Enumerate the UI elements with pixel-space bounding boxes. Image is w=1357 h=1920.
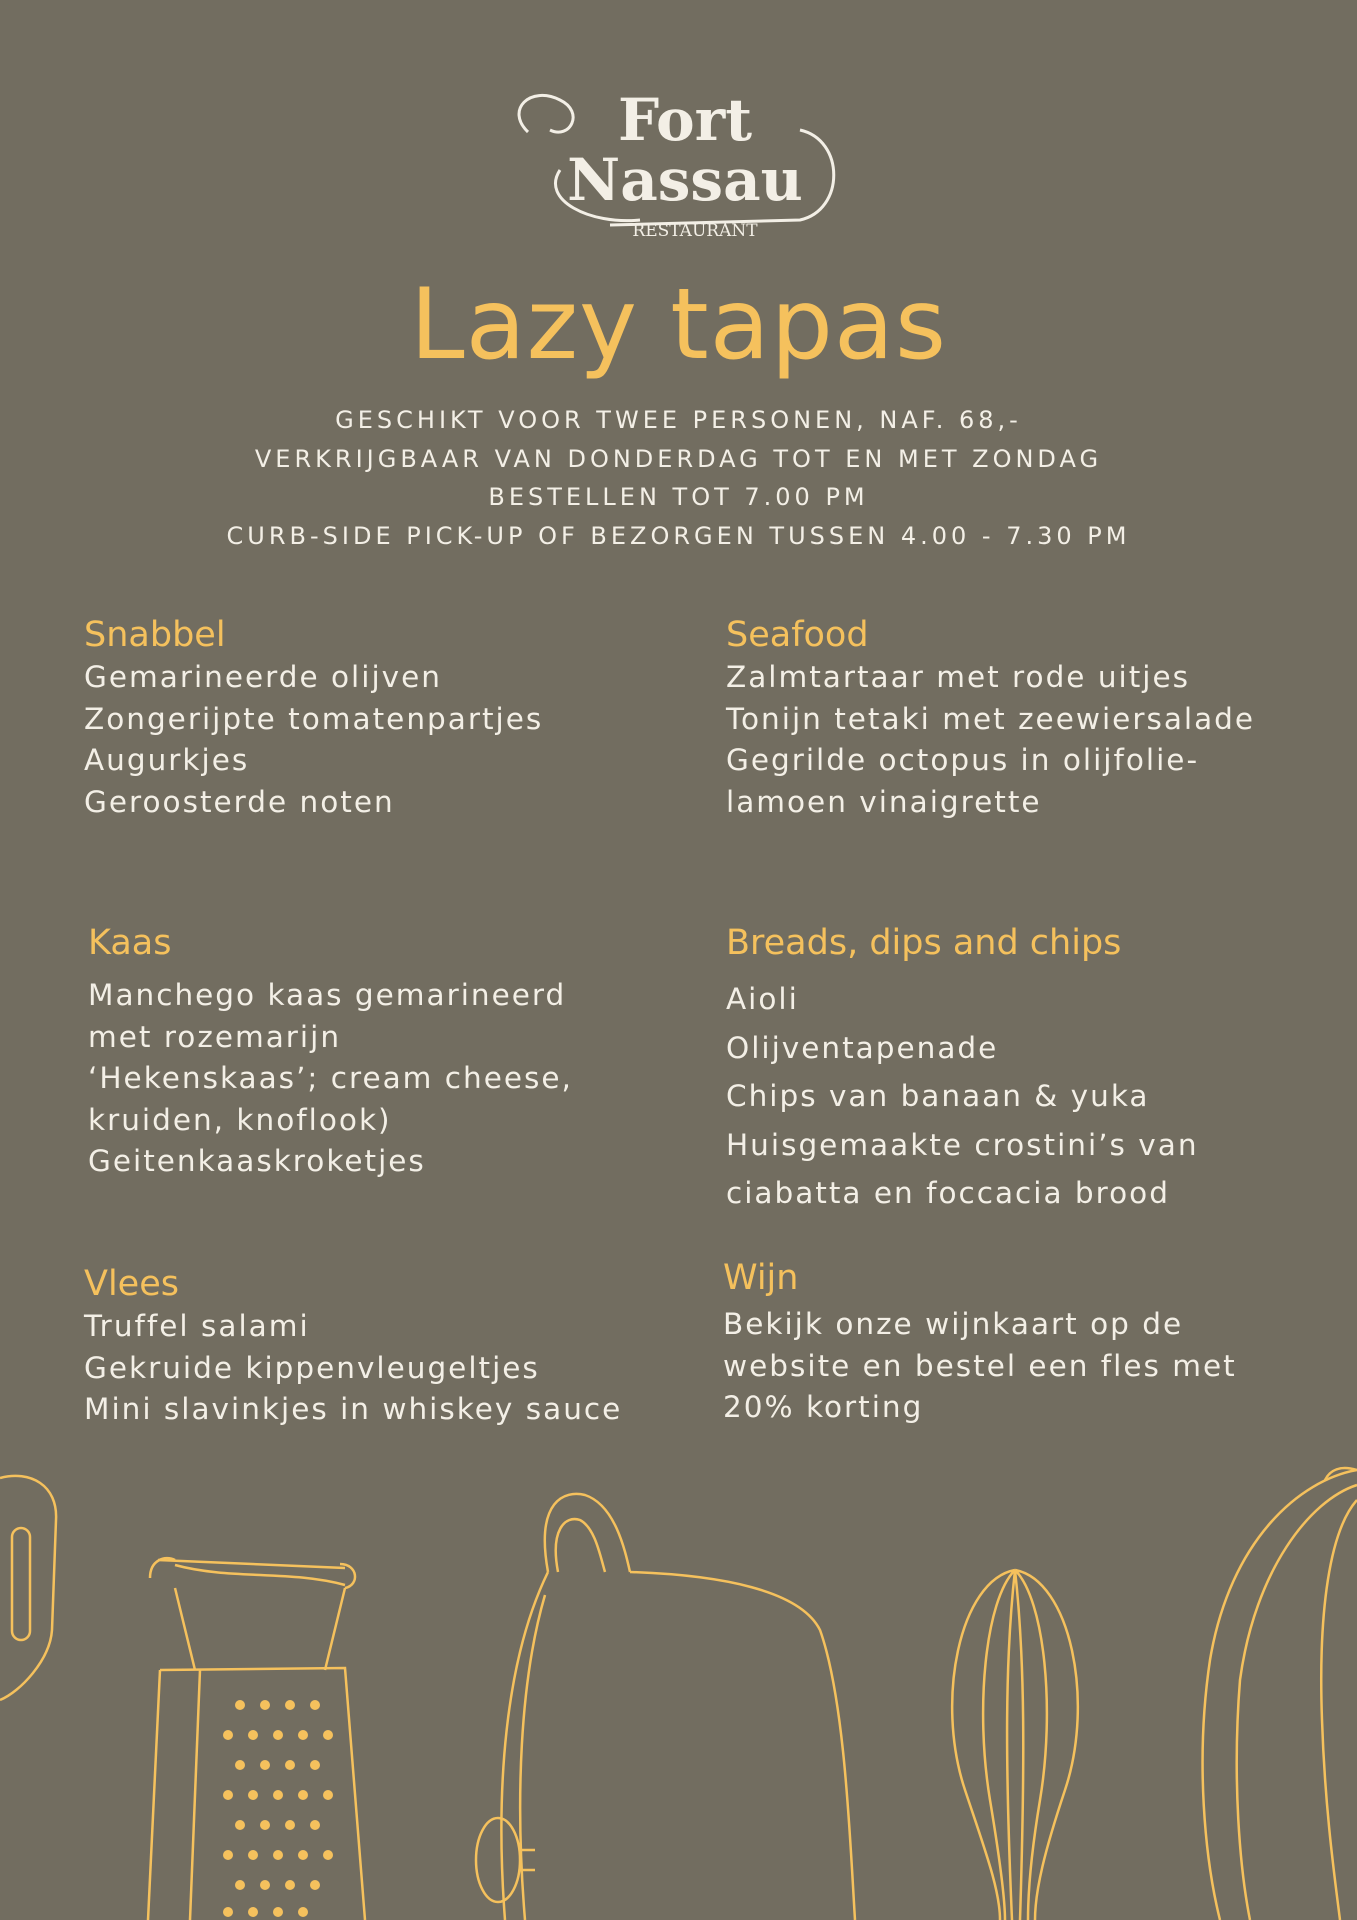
info-line-persons: GESCHIKT VOOR TWEE PERSONEN, NAF. 68,- xyxy=(335,406,1022,434)
menu-item: ciabatta en foccacia brood xyxy=(726,1176,1170,1210)
info-line-order-deadline: BESTELLEN TOT 7.00 PM xyxy=(488,483,869,511)
bowl-icon xyxy=(1203,1468,1357,1920)
section-heading: Vlees xyxy=(84,1264,179,1304)
whisk-icon xyxy=(952,1570,1078,1920)
section-heading: Wijn xyxy=(723,1258,799,1298)
menu-item: Aioli xyxy=(726,982,799,1016)
logo-line-fort: Fort xyxy=(617,86,753,154)
menu-item: Tonijn tetaki met zeewiersalade xyxy=(726,701,1256,736)
menu-item: met rozemarijn xyxy=(88,1019,342,1054)
menu-item: kruiden, knoflook) xyxy=(88,1102,392,1137)
section-heading: Breads, dips and chips xyxy=(726,923,1122,963)
section-kaas xyxy=(88,921,573,1183)
section-snabbel xyxy=(84,613,543,823)
menu-item: Chips van banaan & yuka xyxy=(726,1079,1150,1113)
logo-line-restaurant: RESTAURANT xyxy=(632,221,758,241)
section-heading: Seafood xyxy=(726,615,869,655)
kitchen-tools-illustration xyxy=(0,1460,1357,1920)
menu-item: Geitenkaaskroketjes xyxy=(88,1144,426,1178)
menu-item: ‘Hekenskaas’; cream cheese, xyxy=(88,1061,573,1095)
logo-line-nassau: Nassau xyxy=(567,146,803,214)
info-line-availability: VERKRIJGBAAR VAN DONDERDAG TOT EN MET ZONDAG xyxy=(254,444,1103,473)
menu-item: Augurkjes xyxy=(84,743,250,777)
restaurant-logo xyxy=(500,70,860,250)
menu-item: Huisgemaakte crostini’s van xyxy=(726,1127,1199,1162)
menu-item: Bekijk onze wijnkaart op de xyxy=(723,1307,1184,1341)
section-heading: Kaas xyxy=(88,923,172,963)
pot-icon xyxy=(476,1494,855,1920)
menu-item: Olijventapenade xyxy=(726,1030,999,1065)
spatula-icon xyxy=(0,1476,56,1700)
grater-icon xyxy=(148,1558,365,1920)
menu-item: Zongerijpte tomatenpartjes xyxy=(84,701,544,736)
menu-item: Zalmtartaar met rode uitjes xyxy=(726,660,1191,694)
menu-item: Gekruide kippenvleugeltjes xyxy=(84,1350,540,1385)
menu-item: lamoen vinaigrette xyxy=(726,784,1042,819)
menu-title: Lazy tapas xyxy=(409,268,948,382)
section-heading: Snabbel xyxy=(84,615,226,655)
menu-item: Mini slavinkjes in whiskey sauce xyxy=(84,1392,623,1426)
section-wijn xyxy=(723,1256,1237,1429)
info-line-pickup: CURB-SIDE PICK-UP OF BEZORGEN TUSSEN 4.00 - 7.30 PM xyxy=(226,521,1131,550)
menu-item: 20% korting xyxy=(723,1390,924,1424)
menu-item: Geroosterde noten xyxy=(84,784,395,819)
menu-item: website en bestel een fles met xyxy=(723,1348,1237,1383)
menu-info xyxy=(0,401,1357,555)
section-seafood xyxy=(726,613,1255,823)
section-breads xyxy=(726,921,1199,1218)
menu-item: Gegrilde octopus in olijfolie- xyxy=(726,743,1200,777)
grater-holes xyxy=(223,1700,333,1917)
menu-item: Gemarineerde olijven xyxy=(84,660,442,694)
section-vlees xyxy=(84,1262,622,1431)
menu-item: Truffel salami xyxy=(84,1309,310,1343)
menu-item: Manchego kaas gemarineerd xyxy=(88,978,567,1012)
